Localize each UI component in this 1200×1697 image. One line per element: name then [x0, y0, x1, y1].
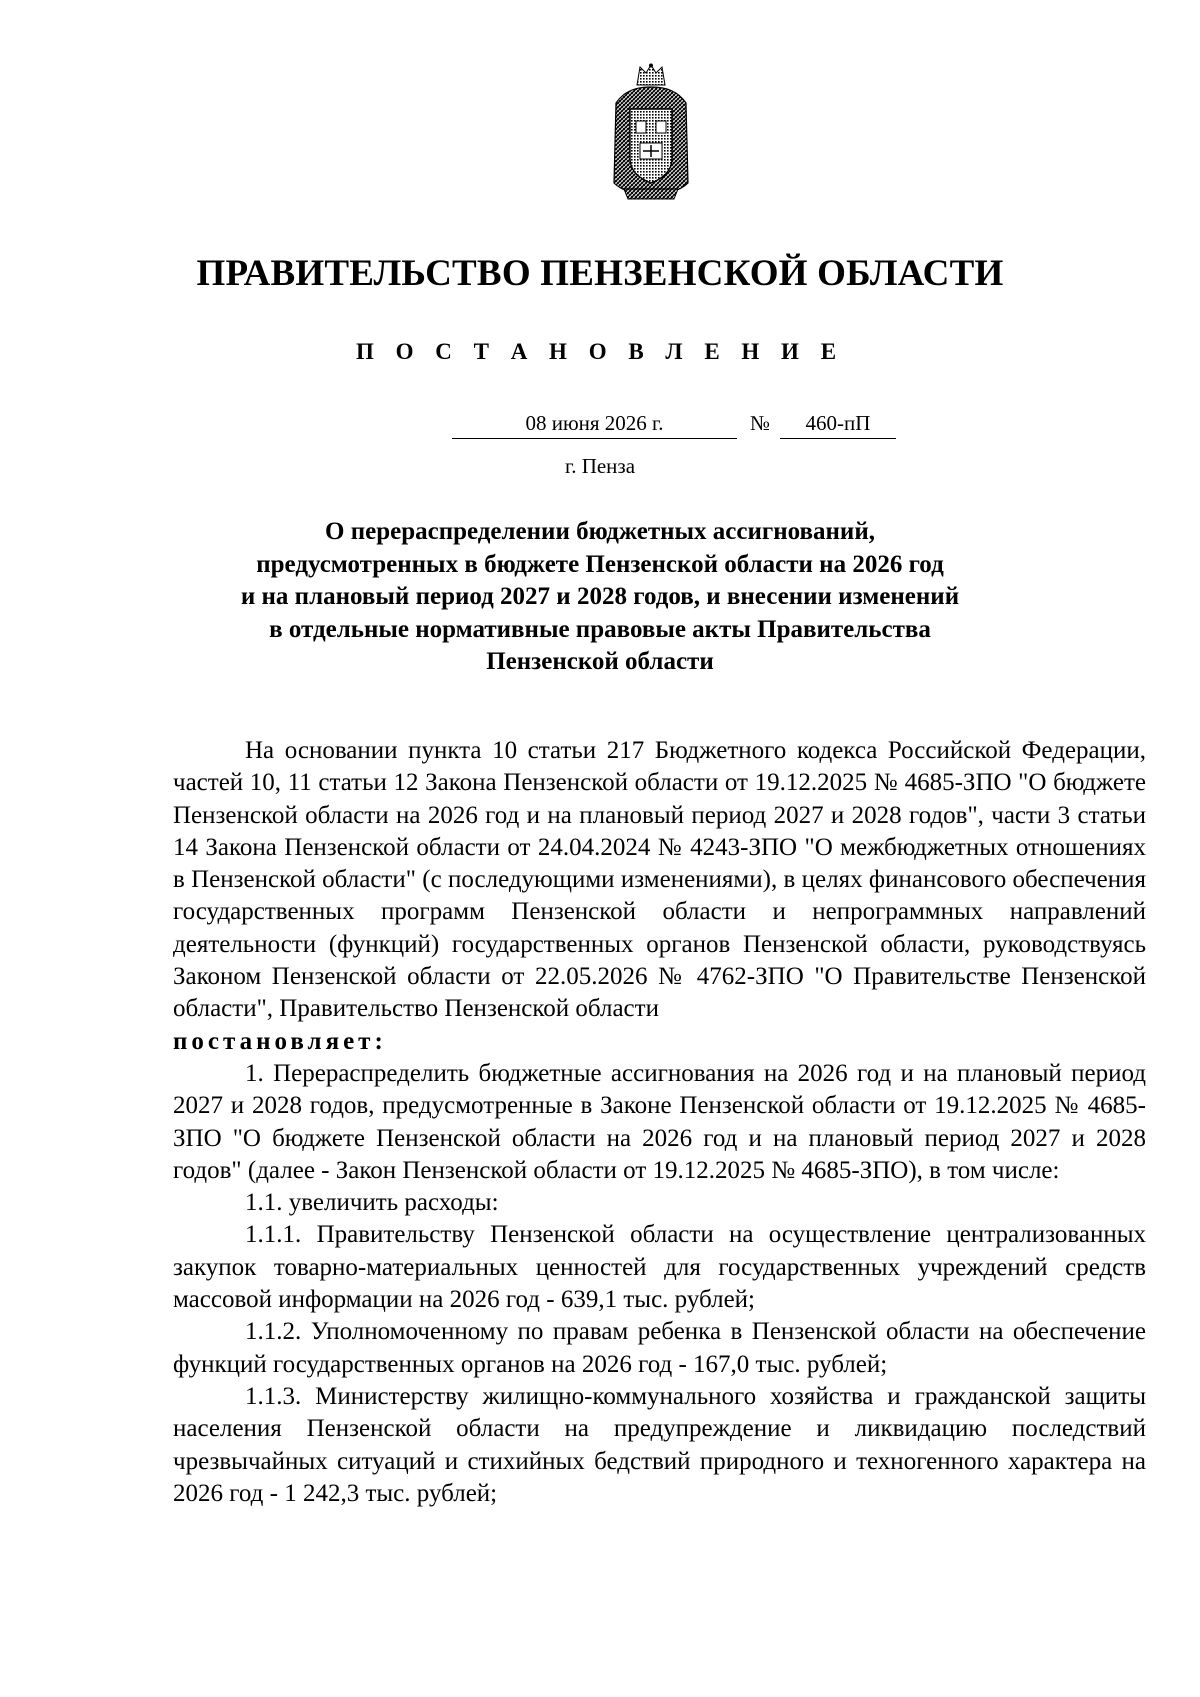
coat-of-arms-icon	[610, 63, 692, 201]
resolves-paragraph	[173, 1026, 1146, 1058]
document-number: 460-пП	[780, 408, 896, 439]
body-paragraph: 1.1. увеличить расходы:	[245, 1189, 499, 1217]
number-sign: №	[749, 411, 771, 435]
title-line: Пензенской области	[486, 648, 714, 675]
body-paragraph: 1. Перераспределить бюджетные ассигнования на 2026 год и на плановый период 2027 и 2028 годов, предусмотренные в Законе Пензенской области от 19.12.2025 № 4685-ЗПО "О бюджете Пензенской области на 2026 год и на плановый период 2027 и 2028 годов" (далее - Закон Пензенской области от 19.12.2025 № 4685-ЗПО), в том числе:	[173, 1059, 1146, 1184]
body-paragraph: 1.1.3. Министерству жилищно-коммунального хозяйства и гражданской защиты населения Пензенской области на предупреждение и ликвидацию последствий чрезвычайных ситуаций и стихийных бедствий природного и техногенного характера на 2026 год - 1 242,3 тыс. рублей;	[173, 1382, 1146, 1507]
preamble-paragraph: На основании пункта 10 статьи 217 Бюджетного кодекса Российской Федерации, частей 10, 11 статьи 12 Закона Пензенской области от 19.12.2025 № 4685-ЗПО "О бюджете Пензенской области на 2026 год и на плановый период 2027 и 2028 годов", части 3 статьи 14 Закона Пензенской области от 24.04.2024 № 4243-ЗПО "О межбюджетных отношениях в Пензенской области" (с последующими изменениями), в целях финансового обеспечения государственных программ Пензенской области и непрограммных направлений деятельности (функций) государственных органов Пензенской области, руководствуясь Законом Пензенской области от 22.05.2026 № 4762-ЗПО "О Правительстве Пензенской области", Правительство Пензенской области	[173, 737, 1146, 1023]
body-paragraph: 1.1.2. Уполномоченному по правам ребенка в Пензенской области на обеспечение функций государственных органов на 2026 год - 167,0 тыс. рублей;	[173, 1318, 1146, 1378]
document-body	[173, 735, 1146, 1510]
title-line: О перераспределении бюджетных ассигнований,	[325, 518, 875, 545]
title-line: в отдельные нормативные правовые акты Правительства	[269, 615, 931, 643]
city-label: г. Пенза	[564, 454, 636, 478]
title-line: и на плановый период 2027 и 2028 годов, и внесении изменений	[240, 583, 960, 610]
title-line: предусмотренных в бюджете Пензенской области на 2026 год	[256, 550, 944, 578]
document-type: П О С Т А Н О В Л Е Н И Е	[355, 339, 845, 364]
body-paragraph: 1.1.1. Правительству Пензенской области на осуществление централизованных закупок товарно-материальных ценностей для государственных учреждений средств массовой информации на 2026 год - 639,1 тыс. рублей;	[173, 1221, 1146, 1314]
government-title: ПРАВИТЕЛЬСТВО ПЕНЗЕНСКОЙ ОБЛАСТИ	[196, 253, 1004, 294]
document-title	[150, 516, 1050, 679]
document-date: 08 июня 2026 г.	[452, 408, 737, 439]
resolves-word: постановляет:	[173, 1027, 387, 1055]
